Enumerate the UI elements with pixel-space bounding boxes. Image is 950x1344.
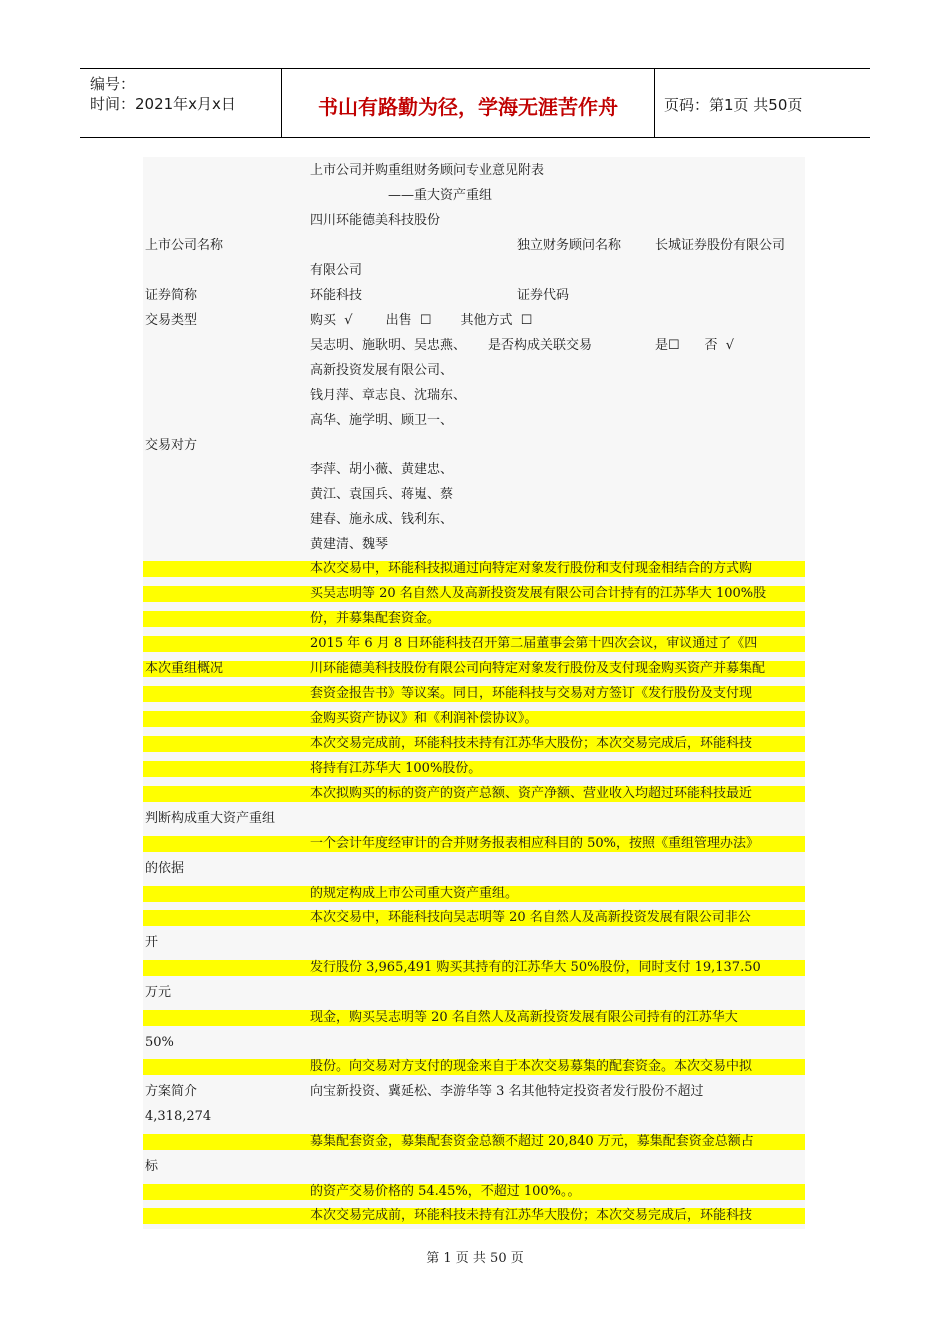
highlight-bar	[143, 611, 805, 627]
overview-line: 买吴志明等 20 名自然人及高新投资发展有限公司合计持有的江苏华大 100%股	[310, 586, 767, 601]
plan-line: 募集配套资金，募集配套资金总额不超过 20,840 万元，募集配套资金总额占	[310, 1134, 754, 1149]
type-options: 购买 √ 出售 ☐ 其他方式 ☐	[310, 313, 533, 328]
plan-line: 向宝新投资、冀延松、李游华等 3 名其他特定投资者发行股份不超过	[310, 1084, 704, 1099]
company-name-line1: 四川环能德美科技股份	[310, 213, 441, 228]
plan-line: 本次交易完成前，环能科技未持有江苏华大股份；本次交易完成后，环能科技	[310, 1208, 753, 1223]
company-label: 上市公司名称	[145, 238, 224, 253]
basis-line: 本次拟购买的标的资产的资产总额、资产净额、营业收入均超过环能科技最近	[310, 786, 753, 801]
plan-wrap: 万元	[145, 985, 172, 1000]
plan-line: 的资产交易价格的 54.45%，不超过 100%。。	[310, 1184, 581, 1199]
related-options: 是☐ 否 √	[655, 338, 734, 353]
basis-line: 一个会计年度经审计的合并财务报表相应科目的 50%，按照《重组管理办法》	[310, 836, 760, 851]
counterparty-line: 黄建清、魏琴	[310, 537, 389, 552]
overview-label: 本次重组概况	[145, 661, 224, 676]
header-page-cell	[654, 69, 870, 137]
counterparty-line: 吴志明、施耿明、吴忠燕、	[310, 338, 467, 353]
company-name-line2: 有限公司	[310, 263, 363, 278]
advisor-label: 独立财务顾问名称	[517, 238, 622, 253]
plan-wrap: 50%	[145, 1035, 174, 1050]
counterparty-line: 建春、施永成、钱利东、	[310, 512, 454, 527]
abbr-value: 环能科技	[310, 288, 363, 303]
plan-line: 发行股份 3,965,491 购买其持有的江苏华大 50%股份，同时支付 19,137.50	[310, 960, 761, 975]
motto: 书山有路勤为径，学海无涯苦作舟	[318, 95, 618, 119]
counterparty-label: 交易对方	[145, 438, 198, 453]
overview-line: 将持有江苏华大 100%股份。	[310, 761, 482, 776]
number-label: 编号：	[90, 75, 136, 93]
overview-line: 本次交易中，环能科技拟通过向特定对象发行股份和支付现金相结合的方式购	[310, 561, 753, 576]
related-label: 是否构成关联交易	[488, 338, 593, 353]
header-motto-cell	[281, 69, 655, 137]
basis-label: 判断构成重大资产重组	[145, 811, 276, 826]
counterparty-line: 高华、施学明、顾卫一、	[310, 413, 454, 428]
basis-line: 的规定构成上市公司重大资产重组。	[310, 886, 519, 901]
page-footer: 第 1 页 共 50 页	[426, 1251, 524, 1266]
code-label: 证券代码	[517, 288, 570, 303]
time-text: 时间：2021年x月x日	[90, 95, 236, 113]
plan-line: 股份。向交易对方支付的现金来自于本次交易募集的配套资金。本次交易中拟	[310, 1059, 753, 1074]
header-table	[80, 68, 870, 138]
plan-line: 现金，购买吴志明等 20 名自然人及高新投资发展有限公司持有的江苏华大	[310, 1010, 738, 1025]
plan-line: 本次交易中，环能科技向吴志明等 20 名自然人及高新投资发展有限公司非公	[310, 910, 751, 925]
header-info-cell	[80, 69, 281, 137]
overview-line: 川环能德美科技股份有限公司向特定对象发行股份及支付现金购买资产并募集配	[310, 661, 766, 676]
plan-wrap: 4,318,274	[145, 1109, 212, 1124]
overview-line: 份，并募集配套资金。	[310, 611, 441, 626]
doc-subtitle: ——重大资产重组	[388, 188, 493, 203]
counterparty-line: 李萍、胡小薇、黄建忠、	[310, 462, 454, 477]
overview-line: 本次交易完成前，环能科技未持有江苏华大股份；本次交易完成后，环能科技	[310, 736, 753, 751]
page-indicator: 页码：第1页 共50页	[664, 96, 803, 114]
plan-wrap: 标	[145, 1159, 159, 1174]
counterparty-line: 钱月萍、章志良、沈瑞东、	[310, 388, 467, 403]
overview-line: 2015 年 6 月 8 日环能科技召开第二届董事会第十四次会议，审议通过了《四	[310, 636, 758, 651]
overview-line: 套资金报告书》等议案。同日，环能科技与交易对方签订《发行股份及支付现	[310, 686, 753, 701]
plan-label: 方案简介	[145, 1084, 198, 1099]
abbr-label: 证券简称	[145, 288, 198, 303]
plan-wrap: 开	[145, 935, 159, 950]
basis-label-cont: 的依据	[145, 861, 185, 876]
counterparty-line: 黄江、袁国兵、蒋嵬、蔡	[310, 487, 454, 502]
advisor-value: 长城证券股份有限公司	[655, 238, 786, 253]
doc-title: 上市公司并购重组财务顾问专业意见附表	[310, 163, 545, 178]
overview-line: 金购买资产协议》和《利润补偿协议》。	[310, 711, 538, 726]
counterparty-line: 高新投资发展有限公司、	[310, 363, 454, 378]
type-label: 交易类型	[145, 313, 198, 328]
